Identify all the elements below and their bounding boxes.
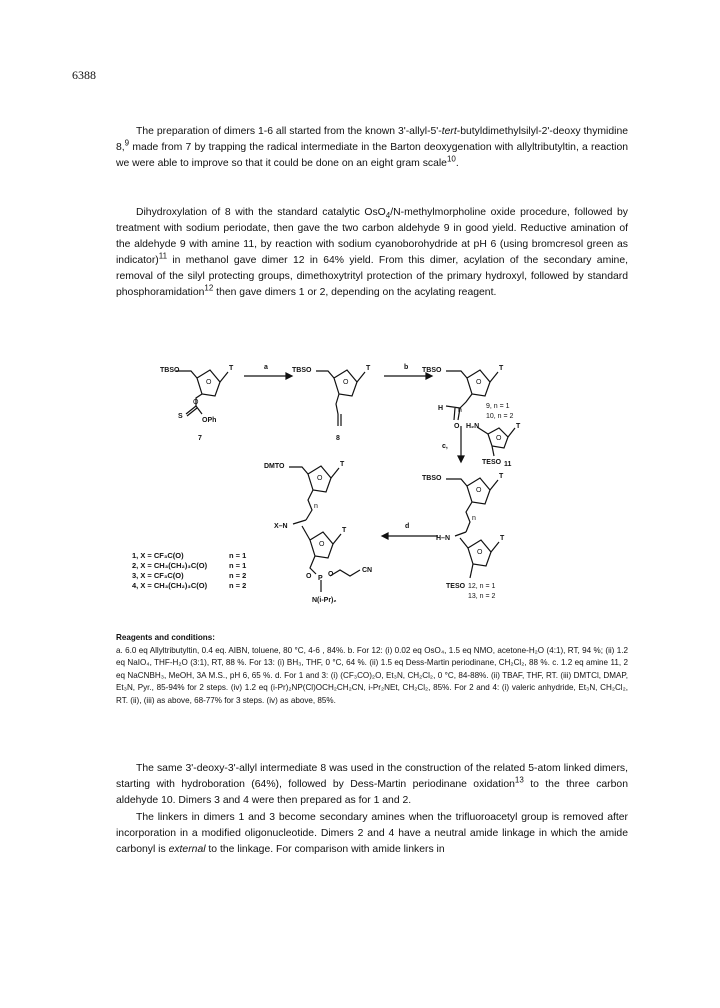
thymine-label: T bbox=[500, 535, 505, 542]
n-subscript-label: n bbox=[472, 515, 476, 522]
thymine-label: T bbox=[229, 365, 234, 372]
dimer-n: n = 2 bbox=[229, 581, 247, 590]
bond bbox=[331, 468, 339, 478]
compound-label-13: 13, n = 2 bbox=[468, 593, 496, 600]
paragraph-2 bbox=[116, 205, 628, 301]
bond bbox=[460, 394, 472, 408]
dimer-label: 4, X = CH₃(CH₂)₃C(O) bbox=[132, 581, 208, 590]
bond bbox=[336, 394, 339, 426]
bond bbox=[293, 520, 306, 524]
bond bbox=[333, 534, 341, 544]
paragraph-4 bbox=[116, 810, 628, 858]
oxygen-label: O bbox=[306, 573, 312, 580]
ring-oxygen-label: O bbox=[476, 487, 482, 494]
thymine-label: T bbox=[340, 461, 345, 468]
ring-oxygen-label: O bbox=[476, 379, 482, 386]
reference-superscript: 12 bbox=[204, 283, 214, 293]
ring-oxygen-label: O bbox=[206, 379, 212, 386]
italic-text: tert bbox=[441, 126, 457, 137]
paragraph-3 bbox=[116, 761, 628, 809]
bond bbox=[490, 480, 498, 490]
bond bbox=[220, 372, 228, 382]
tbso-label: TBSO bbox=[422, 367, 442, 374]
thymine-label: T bbox=[499, 365, 504, 372]
bond bbox=[357, 372, 365, 382]
compound-label-7: 7 bbox=[198, 435, 202, 442]
ring-oxygen-label: O bbox=[319, 541, 325, 548]
reagents-heading: Reagents and conditions: bbox=[116, 633, 215, 642]
dimer-label: 1, X = CF₃C(O) bbox=[132, 551, 184, 560]
ring-oxygen-label: O bbox=[317, 475, 323, 482]
step-label-c: c, bbox=[442, 443, 448, 450]
text-run: The same 3'-deoxy-3'-allyl intermediate 8 was used in the construction of the related 5-atom linked dimers, starting with hydroboration (64%), followed by Dess-Martin periodinane oxidation bbox=[116, 763, 628, 790]
bond bbox=[508, 428, 515, 437]
dimer-label: 2, X = CH₃(CH₂)₃C(O) bbox=[132, 561, 208, 570]
page-number: 6388 bbox=[72, 68, 96, 82]
text-run: made from 7 by trapping the radical intermediate in the Barton deoxygenation with allyltributyltin, a reaction we were able to improve so that it could be done on an eight gram scale bbox=[116, 142, 628, 169]
substituted-amine-label: X–N bbox=[274, 523, 288, 530]
text-run: /N-methylmorpholine oxide procedure, followed by treatment with sodium periodate, then gave the two carbon aldehyde 9 in good yield. Reductive amination of the aldehyde 9 with amine 11, by reaction with sodium cyanoborohydride at pH 6 (using bromcresol green as indicator) bbox=[116, 207, 628, 266]
dmto-label: DMTO bbox=[264, 463, 285, 470]
nitrile-label: CN bbox=[362, 567, 373, 574]
phosphorus-label: P bbox=[318, 575, 323, 582]
thymine-label: T bbox=[499, 473, 504, 480]
thymine-label: T bbox=[342, 527, 347, 534]
reference-superscript: 9 bbox=[124, 138, 130, 148]
reference-superscript: 13 bbox=[514, 775, 524, 785]
ring-oxygen-label: O bbox=[343, 379, 349, 386]
teso-label: TESO bbox=[482, 459, 502, 466]
thymine-label: T bbox=[366, 365, 371, 372]
tbso-label: TBSO bbox=[292, 367, 312, 374]
reagents-and-conditions bbox=[116, 632, 628, 707]
text-run: -butyldimethylsilyl-2'-deoxy thymidine 8, bbox=[116, 126, 628, 153]
dimer-n: n = 1 bbox=[229, 551, 247, 560]
oxygen-label: O bbox=[328, 571, 334, 578]
paragraph-1 bbox=[116, 124, 628, 172]
step-label-d: d bbox=[405, 523, 410, 530]
bond bbox=[302, 526, 310, 540]
compound-label-12: 12, n = 1 bbox=[468, 583, 496, 590]
bond bbox=[446, 371, 467, 378]
dimer-label: 3, X = CF₃C(O) bbox=[132, 571, 184, 580]
bond bbox=[492, 446, 494, 456]
bond bbox=[460, 538, 468, 548]
reagents-text: a. 6.0 eq Allyltributyltin, 0.4 eq. AIBN, toluene, 80 °C, 4-6 , 84%. b. For 12: (i) 0.02 eq OsO₄, 1.5 eq NMO, acetone-H₂O (4:1), RT, 94 %; (ii) 1.2 eq NaIO₄, THF-H₂O (3:1), RT, 88 %. For 13: (i) BH₃, THF, 0 °C, 64 %. (ii) 1.5 eq Dess-Martin periodinane, CH₂Cl₂, 88 %. c. 1.2 eq amine 11, 2 eq NaCNBH₃, MeOH, 3A M.S., pH 6, 65 %. d. For 1 and 3: (i) (CF₃CO)₂O, Et₃N, CH₂Cl₂, 0 °C, 84-88%. (ii) TBAF, THF, RT. (iii) DMTCl, DMAP, Et₃N, Pyr., 85-94% for 2 steps. (iv) 1.2 eq (i-Pr)₂NP(Cl)OCH₂CH₂CN, i-Pr₂NEt, CH₂Cl₂, 85%. For 2 and 4: (i) valeric anhydride, Et₃N, CH₂Cl₂, RT. (ii), (iii) as above, 68-77% for 3 steps. (iv) as above, 85%. bbox=[116, 645, 628, 705]
bond bbox=[310, 556, 316, 574]
tbso-label: TBSO bbox=[422, 475, 442, 482]
text-run: The preparation of dimers 1-6 all started from the known 3'-allyl-5'- bbox=[136, 126, 442, 137]
n-subscript-label: n bbox=[458, 407, 462, 414]
bond bbox=[316, 371, 334, 378]
text-run: . bbox=[455, 158, 459, 169]
oxygen-label: O bbox=[193, 399, 199, 406]
aldehyde-h-label: H bbox=[438, 405, 444, 412]
secondary-amine-label: H–N bbox=[436, 535, 451, 542]
dimer-list bbox=[132, 551, 246, 590]
reference-superscript: 11 bbox=[158, 251, 168, 261]
text-run: to the three carbon aldehyde 10. Dimers 3 and 4 were then prepared as for 1 and 2. bbox=[116, 779, 628, 806]
text-run: to the linkage. For comparison with amide linkers in bbox=[205, 844, 445, 855]
compound-label-10: 10, n = 2 bbox=[486, 413, 514, 420]
ring-oxygen-label: O bbox=[496, 435, 502, 442]
text-run: The linkers in dimers 1 and 3 become secondary amines when the trifluoroacetyl group is removed after incorporation in a modified oligonucleotide. Dimers 2 and 4 have a neutral amide linkage in which the amide carbonyl is bbox=[116, 812, 628, 855]
subscript: 4 bbox=[385, 211, 391, 221]
italic-text: external bbox=[168, 844, 206, 855]
compound-label-9: 9, n = 1 bbox=[486, 403, 510, 410]
bond bbox=[289, 467, 308, 474]
bond bbox=[470, 564, 473, 578]
bond bbox=[454, 408, 455, 420]
ring-oxygen-label: O bbox=[477, 549, 483, 556]
aldehyde-oxygen-label: O bbox=[454, 423, 460, 430]
oph-label: OPh bbox=[202, 417, 217, 424]
step-label-a: a bbox=[264, 364, 268, 371]
text-run: then gave dimers 1 or 2, depending on the acylating reagent. bbox=[213, 287, 497, 298]
dimer-n: n = 2 bbox=[229, 571, 247, 580]
bond bbox=[446, 479, 467, 486]
bond bbox=[491, 542, 499, 552]
bond bbox=[455, 532, 466, 536]
reaction-scheme bbox=[116, 336, 628, 626]
step-label-b: b bbox=[404, 364, 409, 371]
sulfur-label: S bbox=[178, 413, 183, 420]
dimer-n: n = 1 bbox=[229, 561, 247, 570]
n-subscript-label: n bbox=[314, 503, 318, 510]
bond bbox=[196, 406, 202, 414]
diisopropylamino-label: N(i-Pr)₂ bbox=[312, 597, 337, 604]
bond bbox=[490, 372, 498, 382]
thymine-label: T bbox=[516, 423, 521, 430]
tbso-label: TBSO bbox=[160, 367, 180, 374]
text-run: in methanol gave dimer 12 in 64% yield. From this dimer, acylation of the secondary amine, removal of the silyl protecting groups, dimethoxytrityl protection of the primary hydroxyl, followed by standard phosphoramidation bbox=[116, 255, 628, 298]
reference-superscript: 10 bbox=[446, 154, 456, 164]
compound-label-8: 8 bbox=[336, 435, 340, 442]
bond bbox=[330, 570, 360, 576]
amine-label: H₂N bbox=[466, 423, 480, 430]
compound-label-11: 11 bbox=[504, 461, 512, 468]
teso-label: TESO bbox=[446, 583, 466, 590]
bond bbox=[306, 490, 313, 520]
text-run: Dihydroxylation of 8 with the standard catalytic OsO bbox=[136, 207, 386, 218]
